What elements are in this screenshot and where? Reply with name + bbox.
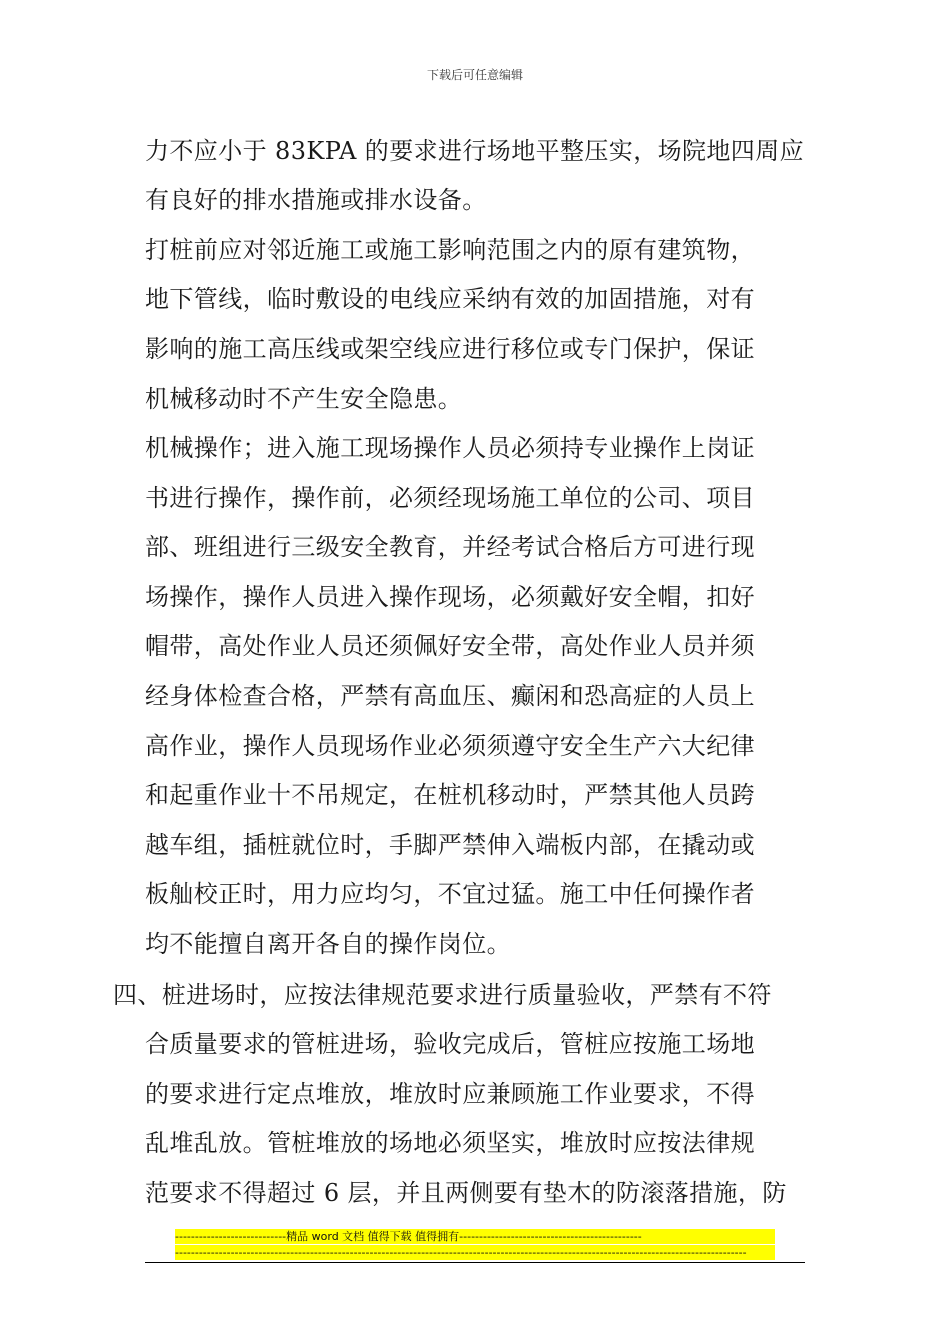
text-line: 的要求进行定点堆放，堆放时应兼顾施工作业要求，不得	[145, 1080, 755, 1108]
text-line: 范要求不得超过 6 层，并且两侧要有垫木的防滚落措施，防	[145, 1179, 787, 1207]
text-line: 板舢校正时，用力应均匀，不宜过猛。施工中任何操作者	[145, 880, 755, 908]
text-line: 打桩前应对邻近施工或施工影响范围之内的原有建筑物，	[145, 236, 755, 264]
text-line: 地下管线，临时敷设的电线应采纳有效的加固措施，对有	[145, 285, 755, 313]
text-line: 场操作，操作人员进入操作现场，必须戴好安全帽，扣好	[145, 583, 755, 611]
text-line: 影响的施工高压线或架空线应进行移位或专门保护，保证	[145, 335, 755, 363]
text-line: 机械移动时不产生安全隐患。	[145, 385, 463, 413]
text-line: 经身体检查合格，严禁有高血压、癫闲和恐高症的人员上	[145, 682, 755, 710]
footer-rule	[145, 1262, 805, 1263]
text-line: 部、班组进行三级安全教育，并经考试合格后方可进行现	[145, 533, 755, 561]
text-line: 书进行操作，操作前，必须经现场施工单位的公司、项目	[145, 484, 755, 512]
text-line: 四、桩进场时，应按法律规范要求进行质量验收，严禁有不符	[113, 981, 772, 1009]
text-line: 力不应小于 83KPA 的要求进行场地平整压实，场院地四周应	[145, 137, 805, 165]
page-header: 下载后可任意编辑	[426, 68, 523, 82]
text-line: 机械操作；进入施工现场操作人员必须持专业操作上岗证	[145, 434, 755, 462]
text-line: 和起重作业十不吊规定，在桩机移动时，严禁其他人员跨	[145, 781, 755, 809]
text-line: 越车组，插桩就位时，手脚严禁伸入端板内部，在撬动或	[145, 831, 755, 859]
text-line: 有良好的排水措施或排水设备。	[145, 186, 487, 214]
text-line: 均不能擅自离开各自的操作岗位。	[145, 930, 511, 958]
text-line: 乱堆乱放。管桩堆放的场地必须坚实，堆放时应按法律规	[145, 1129, 755, 1157]
footer-dash-line: ------------------------------------------------------------------------------------------------------------------------------------------------	[175, 1245, 775, 1260]
text-line: 帽带，高处作业人员还须佩好安全带，高处作业人员并须	[145, 632, 755, 660]
text-line: 合质量要求的管桩进场，验收完成后，管桩应按施工场地	[145, 1030, 755, 1058]
text-line: 高作业，操作人员现场作业必须须遵守安全生产六大纪律	[145, 732, 755, 760]
footer-banner: ----------------------------精品 word 文档 值得下载 值得拥有----------------------------------------------	[175, 1229, 775, 1244]
